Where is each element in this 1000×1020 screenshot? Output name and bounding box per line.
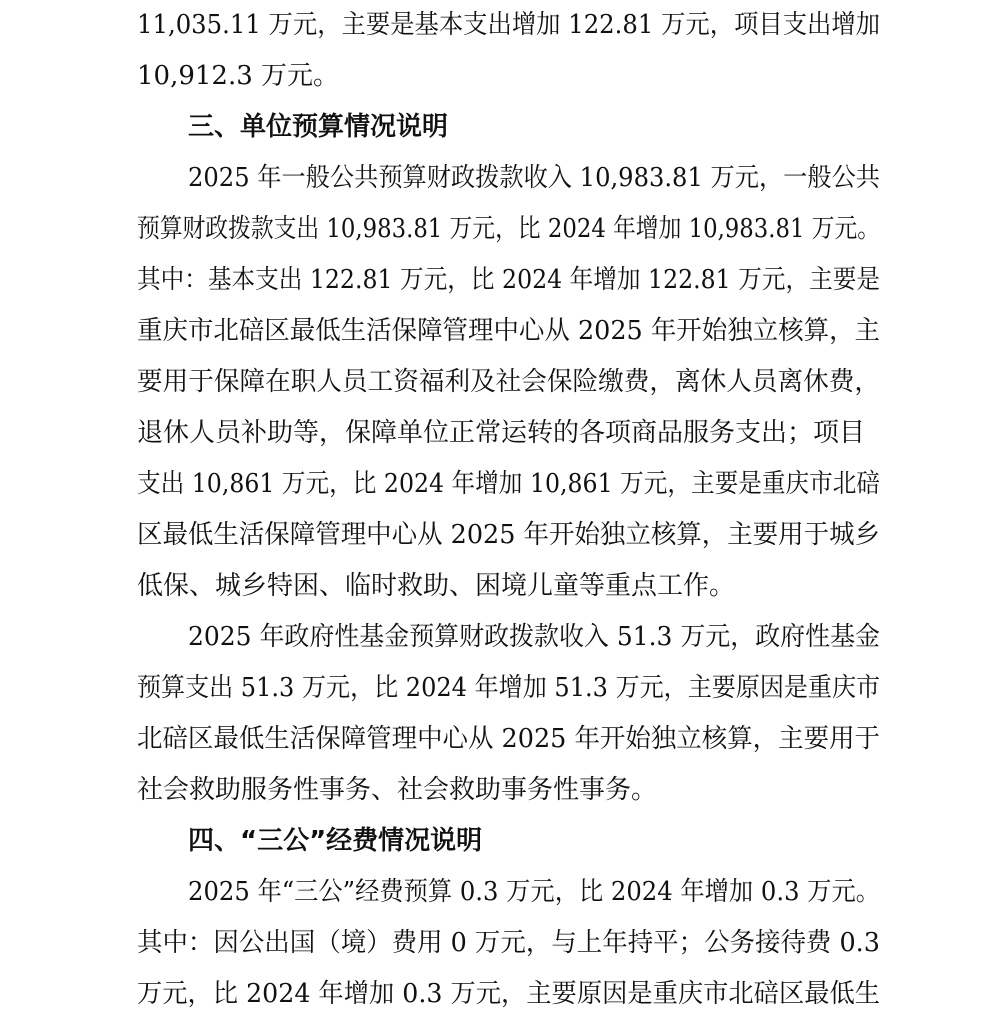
text-line-20: 万元，比 2024 年增加 0.3 万元，主要原因是重庆市北碚区最低生 bbox=[137, 979, 881, 1009]
text-line-4: 2025 年一般公共预算财政拨款收入 10,983.81 万元，一般公共 bbox=[188, 163, 881, 193]
text-line-5: 预算财政拨款支出 10,983.81 万元，比 2024 年增加 10,983.81 万元。 bbox=[137, 214, 881, 244]
text-line-9: 退休人员补助等，保障单位正常运转的各项商品服务支出；项目 bbox=[137, 418, 866, 448]
text-line-2: 10,912.3 万元。 bbox=[137, 61, 340, 91]
text-line-15: 北碚区最低生活保障管理中心从 2025 年开始独立核算，主要用于 bbox=[137, 724, 880, 754]
text-line-10: 支出 10,861 万元，比 2024 年增加 10,861 万元，主要是重庆市北碚 bbox=[137, 469, 880, 499]
text-line-19: 其中：因公出国（境）费用 0 万元，与上年持平；公务接待费 0.3 bbox=[137, 928, 880, 958]
section-heading-17: 四、“三公”经费情况说明 bbox=[188, 826, 483, 856]
section-heading-3: 三、单位预算情况说明 bbox=[188, 112, 449, 142]
text-line-12: 低保、城乡特困、临时救助、困境儿童等重点工作。 bbox=[137, 571, 736, 601]
text-line-11: 区最低生活保障管理中心从 2025 年开始独立核算，主要用于城乡 bbox=[137, 520, 880, 550]
text-line-16: 社会救助服务性事务、社会救助事务性事务。 bbox=[137, 775, 658, 805]
text-line-8: 要用于保障在职人员工资福利及社会保险缴费，离休人员离休费， bbox=[137, 367, 881, 397]
text-line-7: 重庆市北碚区最低生活保障管理中心从 2025 年开始独立核算，主 bbox=[137, 316, 880, 346]
text-line-1: 11,035.11 万元，主要是基本支出增加 122.81 万元，项目支出增加 bbox=[137, 10, 881, 40]
text-line-6: 其中：基本支出 122.81 万元，比 2024 年增加 122.81 万元，主要是 bbox=[137, 265, 880, 295]
text-line-14: 预算支出 51.3 万元，比 2024 年增加 51.3 万元，主要原因是重庆市 bbox=[137, 673, 881, 703]
text-line-13: 2025 年政府性基金预算财政拨款收入 51.3 万元，政府性基金 bbox=[188, 622, 881, 652]
text-line-18: 2025 年“三公”经费预算 0.3 万元，比 2024 年增加 0.3 万元。 bbox=[188, 877, 881, 907]
